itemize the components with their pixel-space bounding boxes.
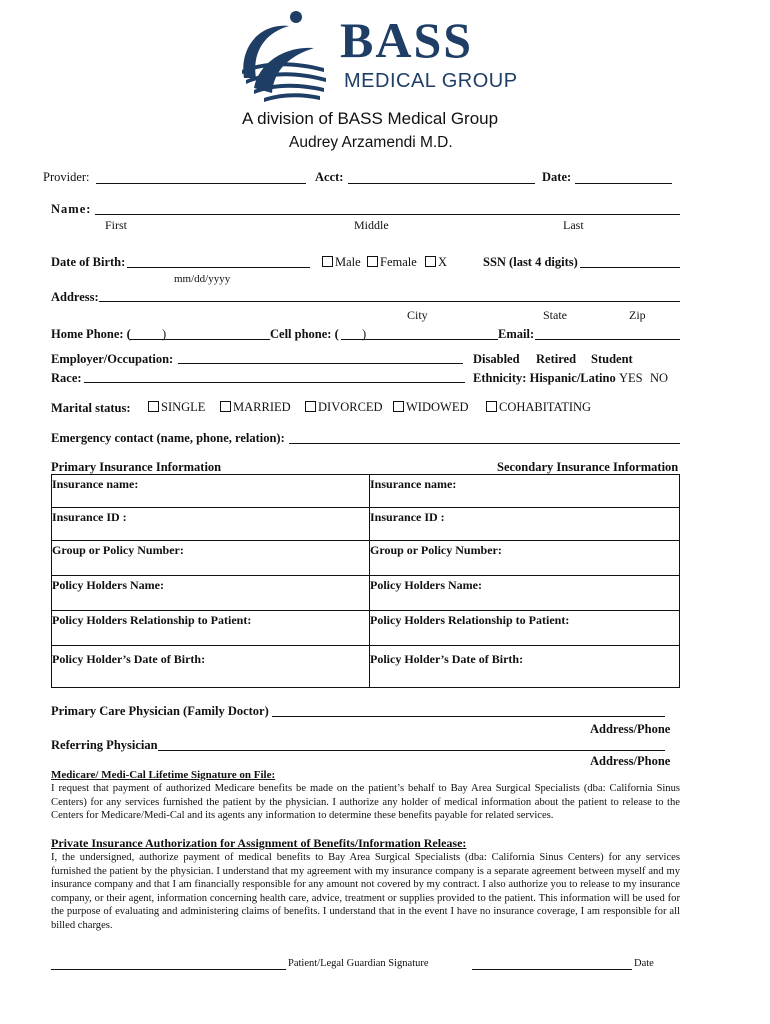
- married-checkbox[interactable]: [220, 401, 231, 412]
- secondary-insurance-title: Secondary Insurance Information: [497, 460, 679, 474]
- gender-male[interactable]: Male: [322, 255, 361, 270]
- logo-name: BASS: [340, 12, 474, 68]
- division-line: A division of BASS Medical Group: [242, 109, 499, 128]
- address-city-caption: City: [407, 308, 428, 322]
- signature-field[interactable]: [51, 969, 286, 970]
- gender-x[interactable]: X: [425, 255, 447, 270]
- email-label: Email:: [498, 327, 535, 341]
- signature-date-label: Date: [634, 958, 654, 969]
- pcp-field[interactable]: [272, 716, 665, 717]
- name-field[interactable]: [95, 214, 680, 215]
- provider-field[interactable]: [96, 183, 306, 184]
- emergency-label: Emergency contact (name, phone, relation):: [51, 431, 285, 445]
- home-phone-label: Home Phone: (: [51, 327, 131, 341]
- address-zip-caption: Zip: [629, 308, 646, 322]
- private-insurance-text: I, the undersigned, authorize payment of medical benefits to Bay Area Surgical Specialists (dba: California Sinus Centers) for any services furnished the patient by the physician. I understand that my agreement with my insurance company is a separate agreement between myself and my insurance company and that I am financially responsible for any amount not covered by my contract. I also authorize you to release to my insurance company, or their agent, information concerning health care, advice, treatment or supplies provided to the patient. This information will be used for the purpose of evaluating and administering claims of benefits. I understand that in the event I have no insurance coverage, I am responsible for all billed charges.: [51, 852, 680, 931]
- home-phone-field[interactable]: [130, 339, 270, 340]
- primary-holder-dob[interactable]: Policy Holder’s Date of Birth:: [52, 652, 206, 666]
- emergency-field[interactable]: [289, 443, 680, 444]
- medicare-title: Medicare/ Medi-Cal Lifetime Signature on File:: [51, 769, 276, 781]
- primary-holder-relationship[interactable]: Policy Holders Relationship to Patient:: [52, 613, 252, 627]
- medicare-text: I request that payment of authorized Medicare benefits be made on the patient’s behalf to Bay Area Surgical Specialists (dba: California Sinus Centers) for any services furnished the patient by the physician. I authorize any holder of medical information about the patient to release to the Centers for Medicare/Medi-Cal and its agents any information to determine these benefits payable for related services.: [51, 783, 680, 822]
- gender-female[interactable]: Female: [367, 255, 417, 270]
- employer-field[interactable]: [178, 363, 463, 364]
- marital-cohabitating[interactable]: COHABITATING: [486, 400, 591, 415]
- race-label: Race:: [51, 371, 82, 385]
- logo-subtitle: MEDICAL GROUP: [344, 70, 518, 92]
- ssn-field[interactable]: [580, 267, 680, 268]
- address-field[interactable]: [99, 301, 680, 302]
- logo: [234, 8, 518, 108]
- email-field[interactable]: [535, 339, 680, 340]
- primary-insurance-title: Primary Insurance Information: [51, 460, 222, 474]
- marital-label: Marital status:: [51, 401, 131, 415]
- cell-phone-label: Cell phone: (: [270, 327, 339, 341]
- dob-label: Date of Birth:: [51, 255, 126, 269]
- pcp-label: Primary Care Physician (Family Doctor): [51, 704, 269, 718]
- referring-field[interactable]: [158, 750, 665, 751]
- secondary-insurance-name[interactable]: Insurance name:: [370, 477, 457, 491]
- name-label: Name:: [51, 202, 92, 216]
- acct-field[interactable]: [348, 183, 535, 184]
- address-label: Address:: [51, 290, 99, 304]
- marital-divorced[interactable]: DIVORCED: [305, 400, 383, 415]
- cell-phone-close: ): [362, 327, 367, 341]
- doctor-name: Audrey Arzamendi M.D.: [289, 134, 453, 151]
- x-checkbox[interactable]: [425, 256, 436, 267]
- address-state-caption: State: [543, 308, 567, 322]
- female-checkbox[interactable]: [367, 256, 378, 267]
- date-field[interactable]: [575, 183, 672, 184]
- employment-retired[interactable]: Retired: [536, 352, 577, 366]
- marital-widowed[interactable]: WIDOWED: [393, 400, 468, 415]
- primary-group-number[interactable]: Group or Policy Number:: [52, 543, 184, 557]
- secondary-insurance-id[interactable]: Insurance ID :: [370, 510, 445, 524]
- signature-label: Patient/Legal Guardian Signature: [288, 958, 429, 969]
- divorced-checkbox[interactable]: [305, 401, 316, 412]
- pcp-address-phone: Address/Phone: [590, 722, 671, 736]
- single-checkbox[interactable]: [148, 401, 159, 412]
- name-last-caption: Last: [563, 218, 584, 232]
- employer-label: Employer/Occupation:: [51, 352, 174, 366]
- ssn-label: SSN (last 4 digits): [483, 255, 578, 269]
- employment-student[interactable]: Student: [591, 352, 633, 366]
- date-label: Date:: [542, 170, 572, 184]
- employment-disabled[interactable]: Disabled: [473, 352, 520, 366]
- referring-address-phone: Address/Phone: [590, 754, 671, 768]
- signature-date-field[interactable]: [472, 969, 632, 970]
- dob-field[interactable]: [127, 267, 310, 268]
- secondary-holder-name[interactable]: Policy Holders Name:: [370, 578, 482, 592]
- race-field[interactable]: [84, 382, 465, 383]
- widowed-checkbox[interactable]: [393, 401, 404, 412]
- acct-label: Acct:: [315, 170, 344, 184]
- name-first-caption: First: [105, 218, 128, 232]
- ethnicity-label: Ethnicity: Hispanic/Latino: [473, 371, 616, 385]
- insurance-table: [51, 474, 680, 688]
- male-checkbox[interactable]: [322, 256, 333, 267]
- primary-holder-name[interactable]: Policy Holders Name:: [52, 578, 164, 592]
- referring-label: Referring Physician: [51, 738, 158, 752]
- primary-insurance-id[interactable]: Insurance ID :: [52, 510, 127, 524]
- ethnicity-no[interactable]: NO: [650, 371, 669, 385]
- marital-single[interactable]: SINGLE: [148, 400, 205, 415]
- home-phone-close: ): [162, 327, 167, 341]
- marital-married[interactable]: MARRIED: [220, 400, 291, 415]
- secondary-group-number[interactable]: Group or Policy Number:: [370, 543, 502, 557]
- cohabitating-checkbox[interactable]: [486, 401, 497, 412]
- ethnicity-yes[interactable]: YES: [619, 371, 643, 385]
- primary-insurance-name[interactable]: Insurance name:: [52, 477, 139, 491]
- provider-label: Provider:: [43, 170, 90, 184]
- cell-phone-field[interactable]: [341, 339, 498, 340]
- logo-swirl-icon: [234, 8, 334, 108]
- secondary-holder-relationship[interactable]: Policy Holders Relationship to Patient:: [370, 613, 570, 627]
- secondary-holder-dob[interactable]: Policy Holder’s Date of Birth:: [370, 652, 524, 666]
- dob-format: mm/dd/yyyy: [174, 273, 231, 285]
- private-insurance-title: Private Insurance Authorization for Assignment of Benefits/Information Release:: [51, 836, 467, 850]
- name-middle-caption: Middle: [354, 218, 389, 232]
